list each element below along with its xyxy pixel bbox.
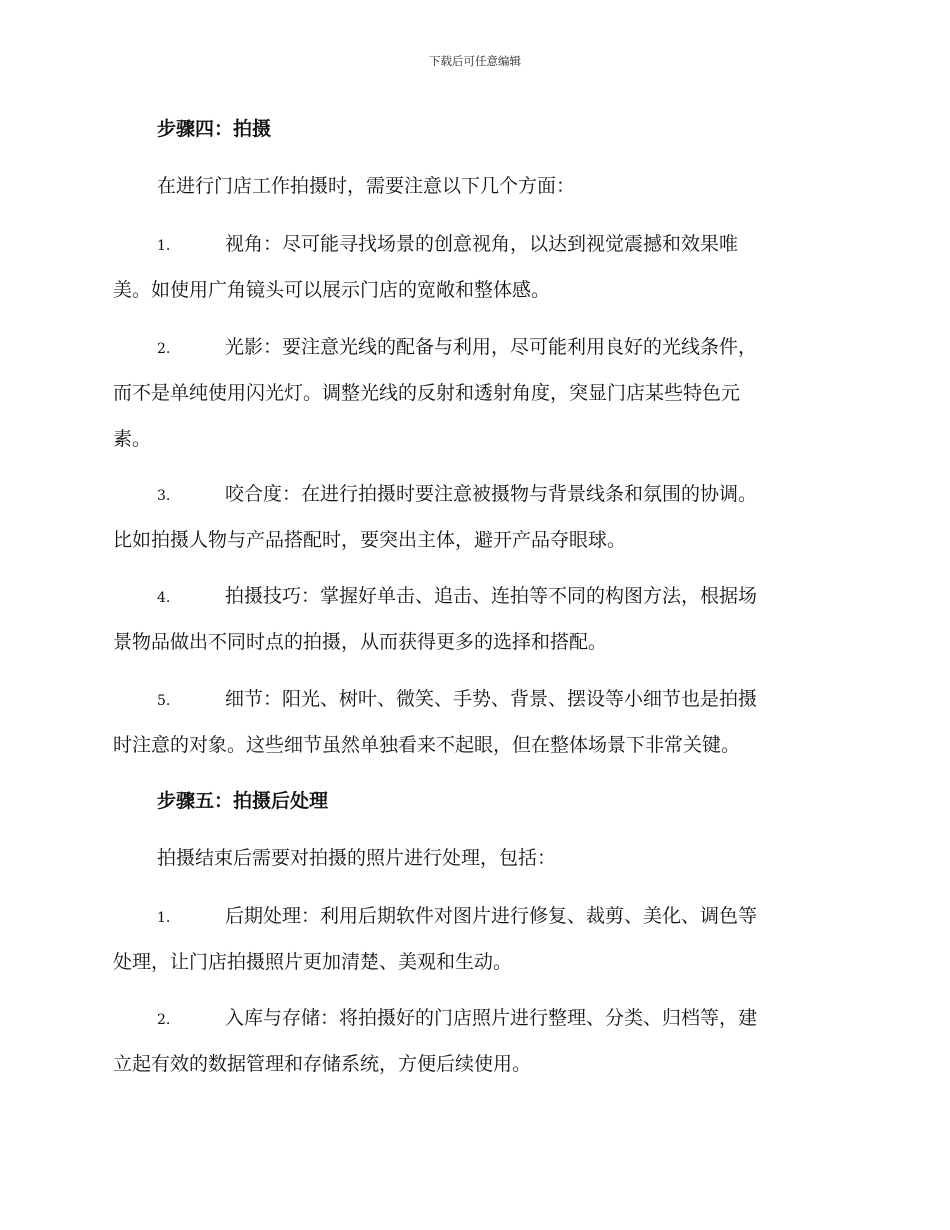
list-number: 1. [157,238,171,254]
list-number: 5. [157,693,171,709]
list-item-line: 素。 [113,428,152,450]
section-4-item-2 [113,334,838,472]
list-number: 1. [157,910,171,926]
section-4-item-3 [113,481,838,573]
list-item-line [113,583,838,629]
list-item-text: 细节：阳光、树叶、微笑、手势、背景、摆设等小细节也是拍摄 [225,688,758,710]
list-item-text: 拍摄技巧：掌握好单击、追击、连拍等不同的构图方法，根据场 [225,585,758,607]
list-item-line: 时注意的对象。这些细节虽然单独看来不起眼，但在整体场景下非常关键。 [113,734,741,756]
section-4-title: 步骤四：拍摄 [157,118,272,140]
list-item-line [113,481,838,527]
list-item-line: 而不是单纯使用闪光灯。调整光线的反射和透射角度，突显门店某些特色元 [113,382,741,404]
list-item-text: 光影：要注意光线的配备与利用，尽可能利用良好的光线条件， [225,336,758,358]
list-item-line [113,1005,838,1051]
list-item-text: 咬合度：在进行拍摄时要注意被摄物与背景线条和氛围的协调。 [225,483,758,505]
section-5-item-1 [113,903,838,995]
list-item-line: 景物品做出不同时点的拍摄，从而获得更多的选择和搭配。 [113,631,608,653]
section-4-intro: 在进行门店工作拍摄时，需要注意以下几个方面： [157,175,576,197]
list-item-line: 立起有效的数据管理和存储系统，方便后续使用。 [113,1053,532,1075]
section-5-title: 步骤五：拍摄后处理 [157,790,329,812]
list-item-text: 后期处理：利用后期软件对图片进行修复、裁剪、美化、调色等 [225,905,758,927]
section-4-item-1 [113,231,838,323]
list-item-line [113,231,838,277]
list-item-text: 视角：尽可能寻找场景的创意视角，以达到视觉震撼和效果唯 [225,233,739,255]
section-5-intro: 拍摄结束后需要对拍摄的照片进行处理，包括： [157,847,557,869]
list-item-line [113,334,838,380]
list-item-line: 比如拍摄人物与产品搭配时，要突出主体，避开产品夺眼球。 [113,529,627,551]
list-item-line [113,686,838,732]
section-5-item-2 [113,1005,838,1097]
list-number: 2. [157,341,171,357]
list-item-line: 处理，让门店拍摄照片更加清楚、美观和生动。 [113,951,513,973]
list-number: 4. [157,590,171,606]
section-4-item-4 [113,583,838,675]
list-number: 2. [157,1012,171,1028]
section-4-item-5 [113,686,838,778]
list-item-text: 入库与存储：将拍摄好的门店照片进行整理、分类、归档等，建 [225,1007,758,1029]
list-item-line [113,903,838,949]
list-number: 3. [157,488,171,504]
page-header: 下载后可任意编辑 [429,54,521,68]
list-item-line: 美。如使用广角镜头可以展示门店的宽敞和整体感。 [113,279,551,301]
